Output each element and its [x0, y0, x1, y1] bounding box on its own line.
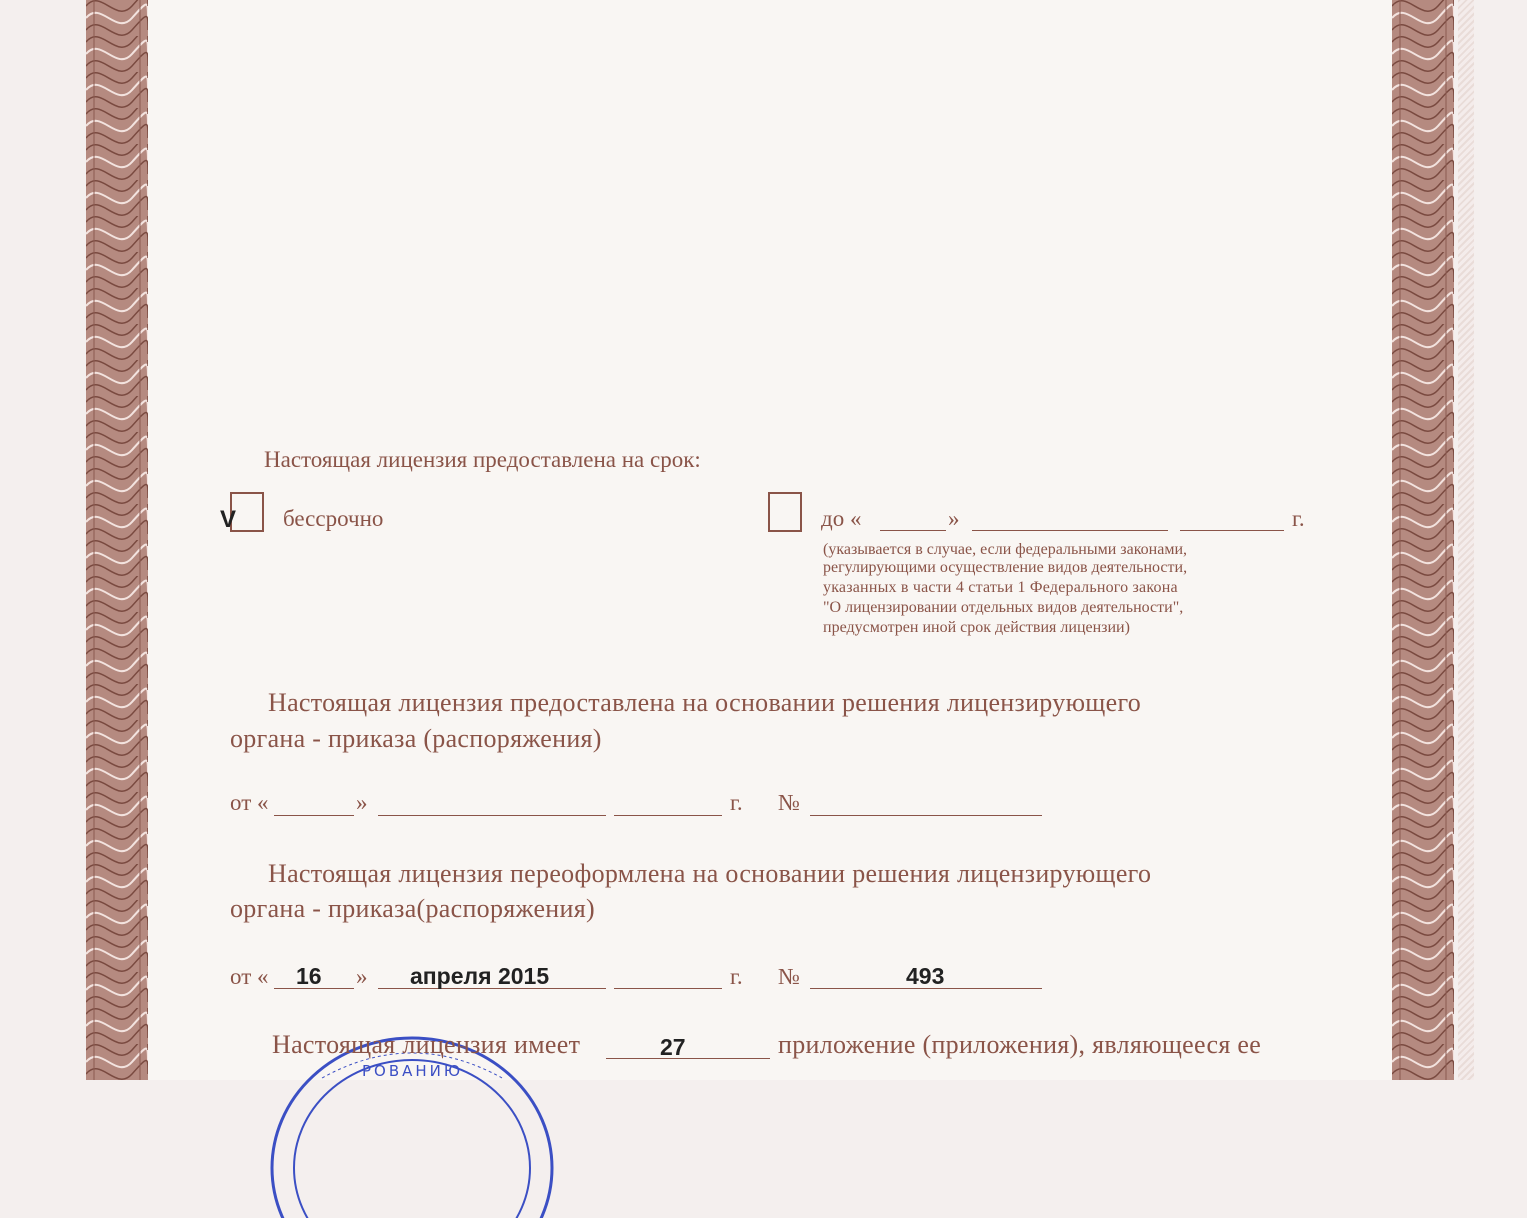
granted-year-suffix: г.	[730, 790, 743, 815]
term-note-2: регулирующими осуществление видов деятельности,	[823, 559, 1188, 576]
granted-number-sign: №	[778, 790, 800, 815]
reissued-quote-close: »	[356, 964, 368, 989]
granted-quote-close: »	[356, 790, 368, 815]
appendix-suffix: приложение (приложения), являющееся ее	[778, 1030, 1262, 1059]
reissued-year-line	[614, 988, 722, 989]
granted-year-line	[614, 815, 722, 816]
granted-number-line	[810, 815, 1042, 816]
right-edge-strip	[1458, 0, 1474, 1080]
reissued-line-1: Настоящая лицензия переоформлена на основании решения лицензирующего	[268, 859, 1152, 888]
until-year-suffix: г.	[1292, 506, 1305, 531]
term-note-5: предусмотрен иной срок действия лицензии)	[823, 619, 1130, 636]
term-note-4: "О лицензировании отдельных видов деятельности",	[823, 599, 1184, 616]
checkmark: V	[220, 506, 237, 533]
indefinite-label: бессрочно	[283, 506, 384, 531]
left-guilloche-border	[86, 0, 148, 1080]
right-guilloche-border	[1392, 0, 1454, 1080]
term-note-1: (указывается в случае, если федеральными законами,	[823, 541, 1188, 558]
until-quote-close: »	[948, 506, 960, 531]
term-note-3: указанных в части 4 статьи 1 Федерального закона	[823, 579, 1178, 596]
reissued-from-prefix: от «	[230, 964, 269, 989]
reissued-month-year: апреля 2015	[410, 963, 550, 989]
granted-day-line	[274, 815, 354, 816]
until-day-line	[880, 530, 946, 531]
reissued-day: 16	[296, 963, 322, 989]
term-heading: Настоящая лицензия предоставлена на срок:	[264, 447, 701, 472]
appendix-prefix: Настоящая лицензия имеет	[272, 1030, 581, 1059]
reissued-number-sign: №	[778, 964, 800, 989]
granted-from-prefix: от «	[230, 790, 269, 815]
reissued-number: 493	[906, 963, 945, 989]
reissued-line-2: органа - приказа(распоряжения)	[230, 894, 595, 923]
granted-month-line	[378, 815, 606, 816]
granted-line-1: Настоящая лицензия предоставлена на основании решения лицензирующего	[268, 688, 1142, 717]
until-month-line	[972, 530, 1168, 531]
until-prefix: до «	[821, 506, 862, 531]
seal-text: РОВАНИЮ	[362, 1062, 464, 1080]
until-date-checkbox[interactable]	[768, 492, 802, 532]
appendix-count-line	[606, 1058, 770, 1059]
appendix-count: 27	[660, 1034, 686, 1060]
granted-line-2: органа - приказа (распоряжения)	[230, 724, 602, 753]
until-year-line	[1180, 530, 1284, 531]
reissued-year-suffix: г.	[730, 964, 743, 989]
